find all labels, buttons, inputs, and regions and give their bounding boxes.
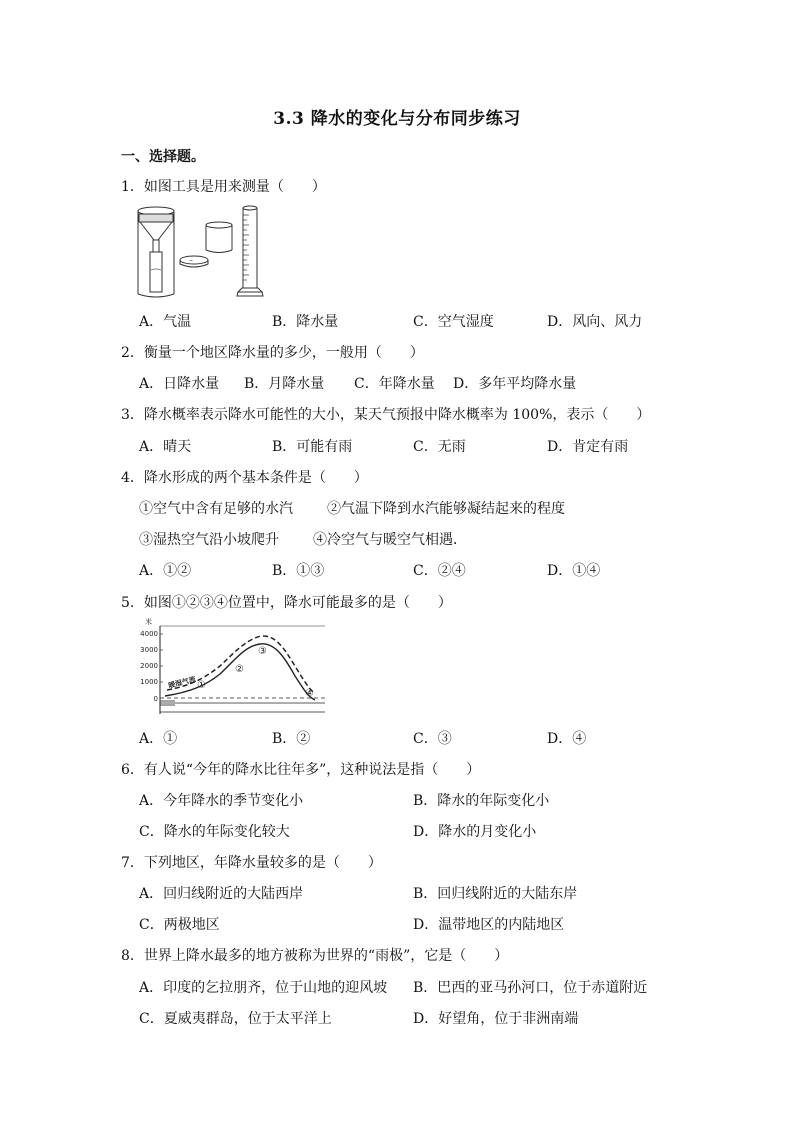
question-3: 3．降水概率表示降水可能性的大小，某天气预报中降水概率为 100%，表示（ ） <box>121 407 651 423</box>
question-2: 2．衡量一个地区降水量的多少，一般用（ ） <box>121 345 424 361</box>
q2-option-d: D．多年平均降水量 <box>453 376 577 392</box>
q6-option-a: A．今年降水的季节变化小 <box>139 793 304 809</box>
q6-option-d: D．降水的月变化小 <box>413 824 537 840</box>
y-tick: 0 <box>153 695 158 703</box>
svg-text:~: ~ <box>189 258 194 264</box>
question-1: 1．如图工具是用来测量（ ） <box>121 179 326 195</box>
q1-option-b: B．降水量 <box>272 314 339 330</box>
y-unit-label: 米 <box>145 618 152 626</box>
question-6: 6．有人说“今年的降水比往年多”，这种说法是指（ ） <box>121 762 481 778</box>
y-tick: 2000 <box>140 662 158 670</box>
q3-option-b: B．可能有雨 <box>272 439 353 455</box>
q4-condition-4: ④冷空气与暖空气相遇． <box>313 532 467 548</box>
q6-option-b: B．降水的年际变化小 <box>413 793 550 809</box>
q4-option-a: A．①② <box>139 563 192 579</box>
y-tick: 4000 <box>140 630 158 638</box>
q6-option-c: C．降水的年际变化较大 <box>139 824 290 840</box>
y-tick: 1000 <box>140 678 158 686</box>
q7-option-d: D．温带地区的内陆地区 <box>413 917 565 933</box>
q3-option-d: D．肯定有雨 <box>547 439 629 455</box>
q4-option-b: B．①③ <box>272 563 325 579</box>
question-5: 5．如图①②③④位置中，降水可能最多的是（ ） <box>121 595 452 611</box>
question-7: 7．下列地区，年降水量较多的是（ ） <box>121 855 382 871</box>
air-flow-label: 暖湿气流 <box>167 675 197 690</box>
q1-option-d: D．风向、风力 <box>547 314 643 330</box>
rain-gauge-figure <box>134 200 274 302</box>
q5-option-c: C．③ <box>413 731 452 747</box>
q7-option-a: A．回归线附近的大陆西岸 <box>139 886 304 902</box>
q4-condition-3: ③湿热空气沿小坡爬升 <box>139 532 279 548</box>
q8-option-c: C．夏威夷群岛，位于太平洋上 <box>139 1011 332 1027</box>
q4-option-c: C．②④ <box>413 563 466 579</box>
q8-option-b: B．巴西的亚马孙河口，位于赤道附近 <box>413 980 648 996</box>
q5-option-d: D．④ <box>547 731 587 747</box>
q1-option-c: C．空气湿度 <box>413 314 494 330</box>
q7-option-b: B．回归线附近的大陆东岸 <box>413 886 578 902</box>
q4-condition-2: ②气温下降到水汽能够凝结起来的程度 <box>327 501 565 517</box>
q1-option-a: A．气温 <box>139 314 192 330</box>
q4-condition-1: ①空气中含有足够的水汽 <box>139 501 293 517</box>
q2-option-a: A．日降水量 <box>139 376 220 392</box>
q3-option-a: A．晴天 <box>139 439 192 455</box>
section-heading: 一、选择题。 <box>121 149 205 165</box>
q3-option-c: C．无雨 <box>413 439 466 455</box>
q7-option-c: C．两极地区 <box>139 917 220 933</box>
page-title: 3.3 降水的变化与分布同步练习 <box>273 109 521 129</box>
q5-option-b: B．② <box>272 731 311 747</box>
marker-4: ④ <box>305 688 314 699</box>
marker-2: ② <box>235 664 244 675</box>
q5-option-a: A．① <box>139 731 178 747</box>
question-4: 4．降水形成的两个基本条件是（ ） <box>121 470 368 486</box>
y-tick: 3000 <box>140 646 158 654</box>
q2-option-c: C．年降水量 <box>354 376 435 392</box>
marker-3: ③ <box>258 646 267 657</box>
mountain-profile-figure <box>135 616 335 718</box>
marker-1: ① <box>197 680 206 691</box>
question-8: 8．世界上降水最多的地方被称为世界的“雨极”，它是（ ） <box>121 948 509 964</box>
q2-option-b: B．月降水量 <box>244 376 325 392</box>
q8-option-a: A．印度的乞拉朋齐，位于山地的迎风坡 <box>139 980 388 996</box>
q8-option-d: D．好望角，位于非洲南端 <box>413 1011 579 1027</box>
q4-option-d: D．①④ <box>547 563 601 579</box>
